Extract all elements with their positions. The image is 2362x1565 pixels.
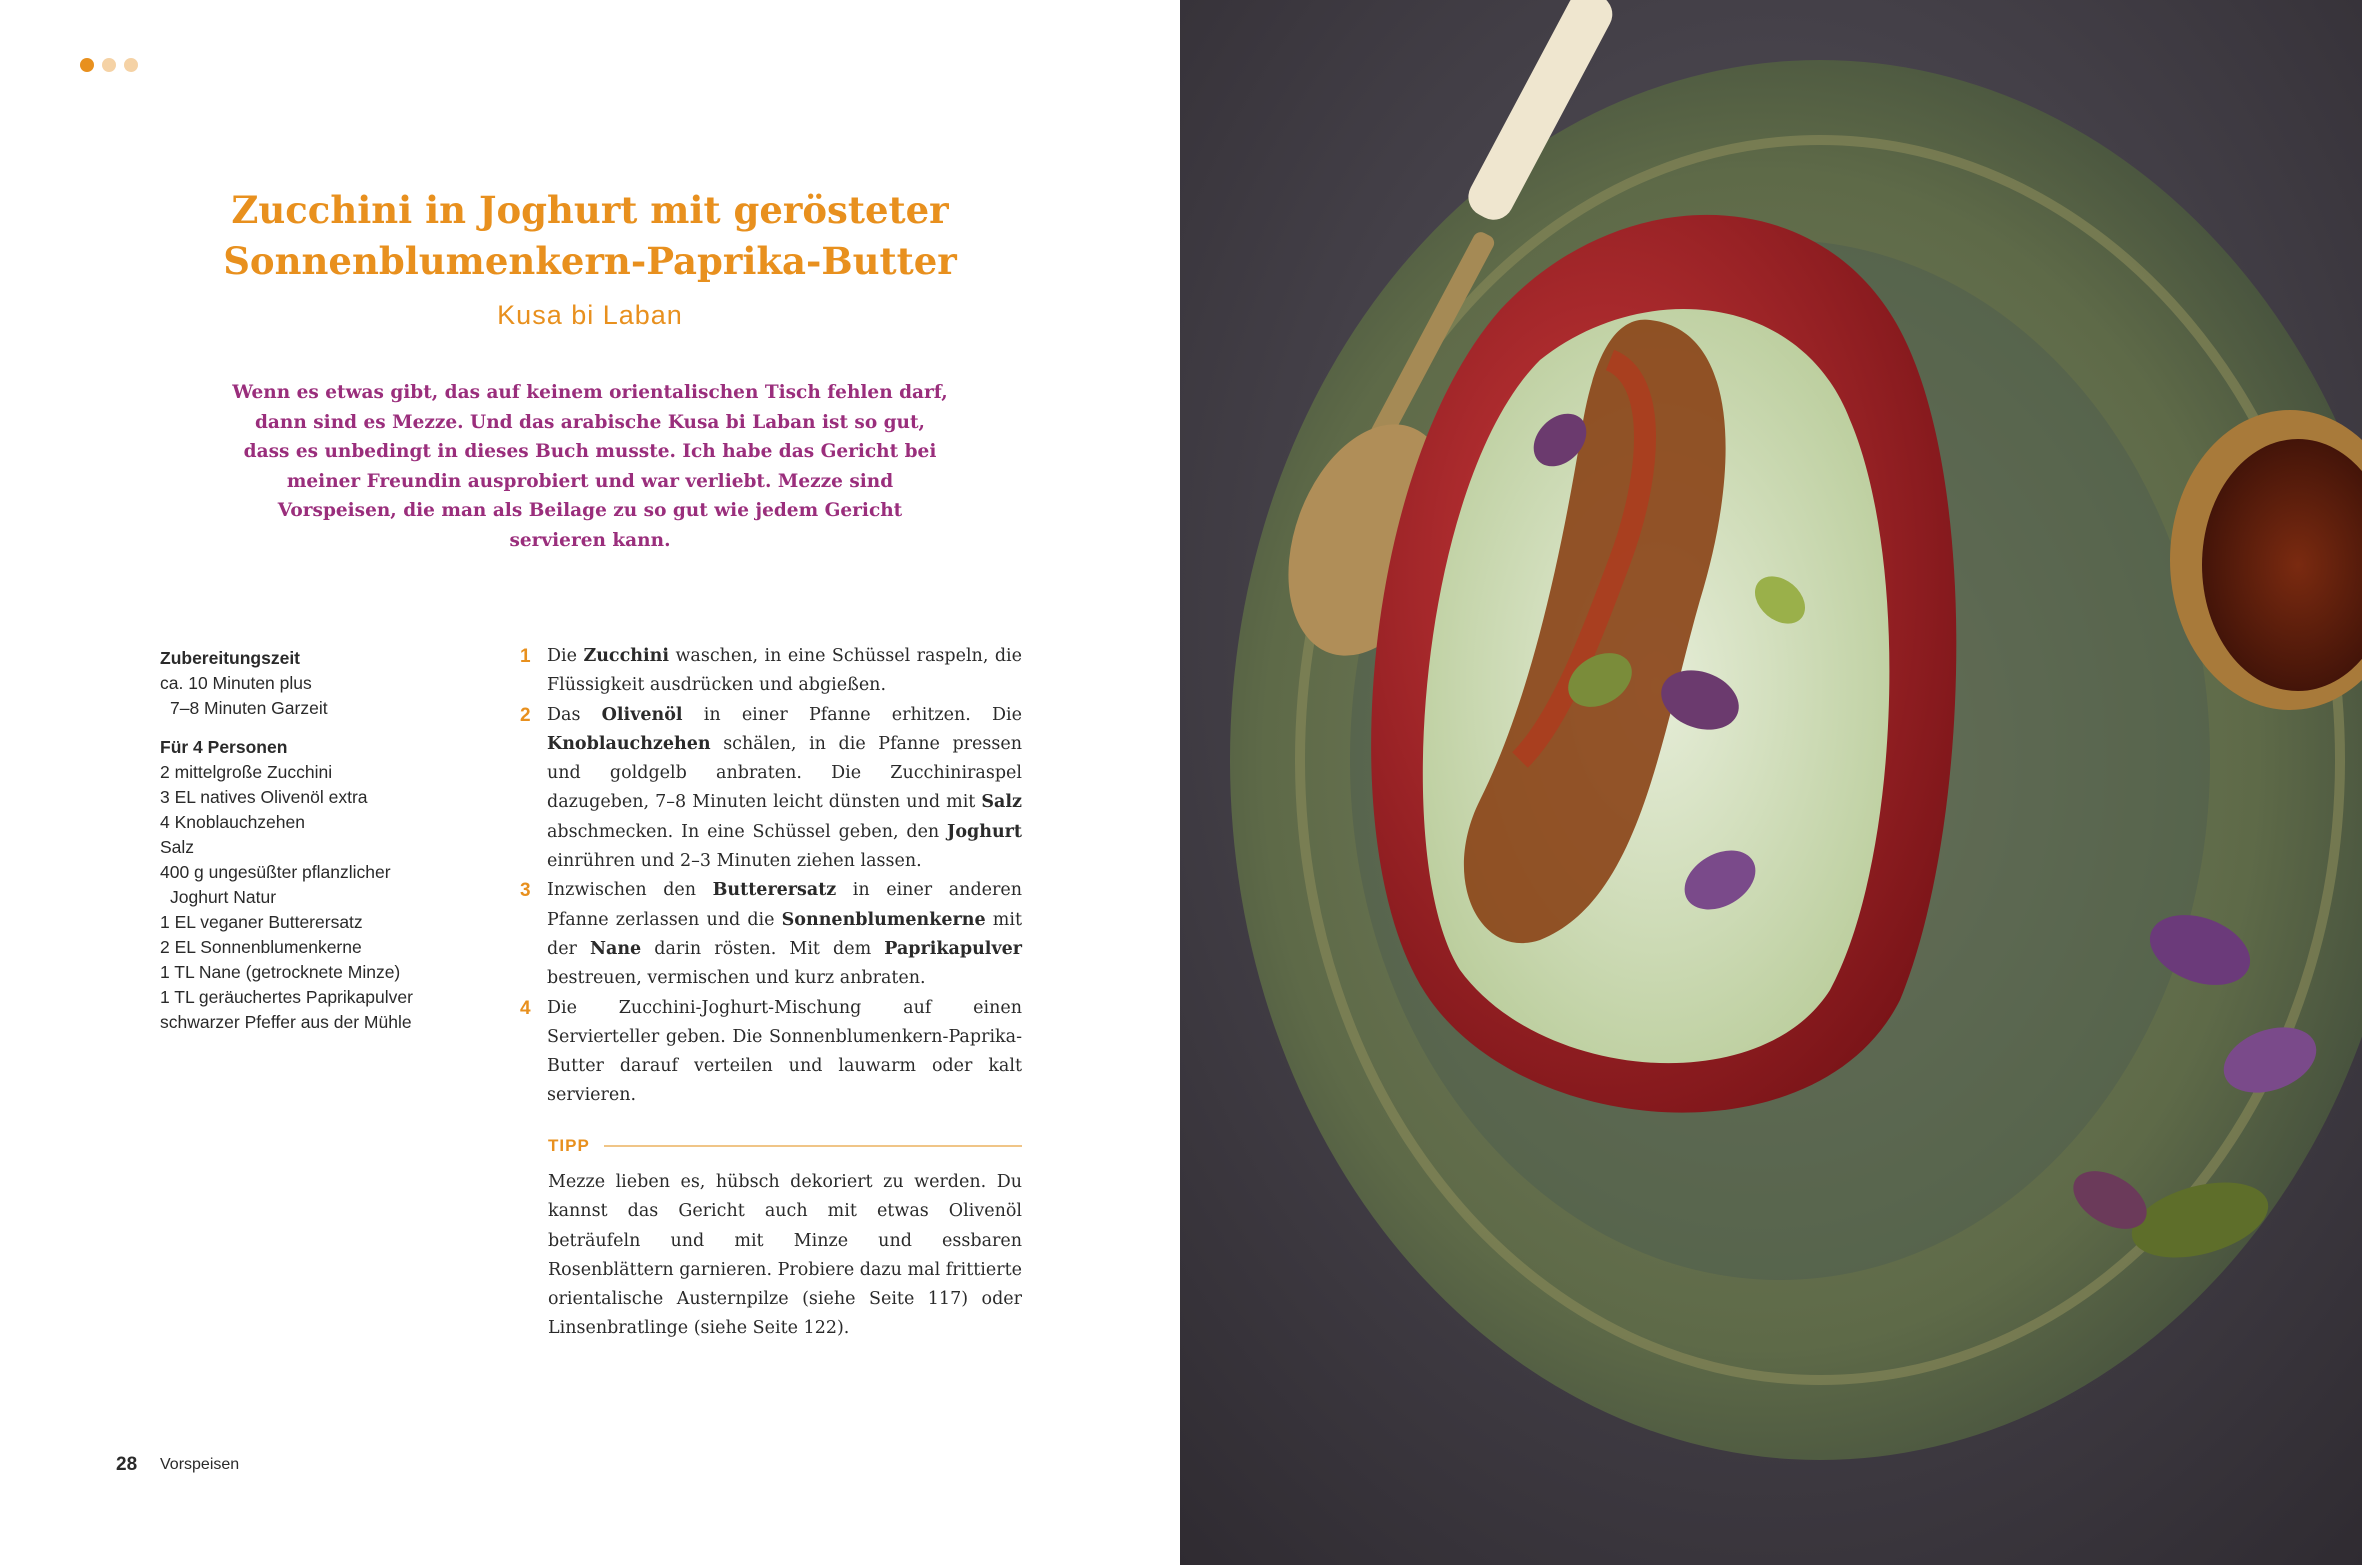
- ingredient-item: 4 Knoblauchzehen: [160, 812, 305, 832]
- servings-label: Für 4 Personen: [160, 737, 288, 757]
- instruction-step: [520, 642, 1022, 701]
- instruction-step: [520, 876, 1022, 993]
- instruction-step: [520, 994, 1022, 1111]
- ingredient-item: schwarzer Pfeffer aus der Mühle: [160, 1012, 412, 1032]
- prep-time-line: ca. 10 Minuten plus: [160, 673, 312, 693]
- recipe-meta: [160, 646, 490, 1035]
- step-text: Die Zucchini-Joghurt-Mischung auf einen Servierteller geben. Die Sonnenblumenkern-Paprika-Butter darauf verteilen und lauwarm oder kalt servieren.: [547, 997, 1022, 1106]
- section-name: Vorspeisen: [160, 1456, 240, 1473]
- ingredient-item: 2 EL Sonnenblumenkerne: [160, 937, 362, 957]
- tip-text: Mezze lieben es, hübsch dekoriert zu werden. Du kannst das Gericht auch mit etwas Olivenöl beträufeln und mit Minze und essbaren Rosenblättern garnieren. Probiere dazu mal frittierte orientalische Austernpilze (siehe Seite 117) oder Linsenbratlinge (siehe Seite 122).: [548, 1172, 1022, 1339]
- prep-time-line: 7–8 Minuten Garzeit: [170, 698, 328, 718]
- tip-divider: [604, 1145, 1022, 1147]
- page-indicator-dots: [80, 58, 138, 72]
- step-text: Inzwischen den Butterersatz in einer anderen Pfanne zerlassen und die Sonnenblumenkerne mit der Nane darin rösten. Mit dem Paprikapulver bestreuen, vermischen und kurz anbraten.: [547, 880, 1022, 989]
- step-number: 3: [520, 880, 531, 902]
- page-dot: [102, 58, 116, 72]
- ingredient-item: 2 mittelgroße Zucchini: [160, 762, 333, 782]
- ingredient-item: 1 TL Nane (getrocknete Minze): [160, 962, 401, 982]
- tip-label: TIPP: [548, 1136, 590, 1155]
- step-text: Die Zucchini waschen, in eine Schüssel raspeln, die Flüssigkeit ausdrücken und abgießen.: [547, 646, 1022, 696]
- recipe-page: [0, 0, 1180, 1565]
- page-dot: [124, 58, 138, 72]
- ingredient-list: [160, 760, 490, 1035]
- instruction-steps: [520, 642, 1022, 1111]
- food-photo: [1180, 0, 2362, 1565]
- step-number: 4: [520, 997, 531, 1019]
- ingredient-item: 400 g ungesüßter pflanzlicher: [160, 862, 391, 882]
- ingredient-item: Joghurt Natur: [170, 887, 277, 907]
- ingredient-item: Salz: [160, 837, 195, 857]
- page-number: 28: [116, 1454, 138, 1475]
- page-dot: [80, 58, 94, 72]
- prep-time-label: Zubereitungszeit: [160, 648, 301, 668]
- recipe-intro: Wenn es etwas gibt, das auf keinem orientalischen Tisch fehlen darf, dann sind es Mezze. Und das arabische Kusa bi Laban ist so gut, dass es unbedingt in dieses Buch musste. Ich habe das Gericht bei meiner Freundin ausprobiert und war verliebt. Mezze sind Vorspeisen, die man als Beilage zu so gut wie jedem Gericht servieren kann.: [232, 382, 948, 551]
- ingredient-item: 3 EL natives Olivenöl extra: [160, 787, 368, 807]
- ingredient-item: 1 TL geräuchertes Paprikapulver: [160, 987, 413, 1007]
- step-text: Das Olivenöl in einer Pfanne erhitzen. Die Knoblauchzehen schälen, in die Pfanne pressen und goldgelb anbraten. Die Zucchiniraspel dazugeben, 7–8 Minuten leicht dünsten und mit Salz abschmecken. In eine Schüssel geben, den Joghurt einrühren und 2–3 Minuten ziehen lassen.: [547, 704, 1022, 872]
- tip-box: [548, 1136, 1022, 1344]
- step-number: 2: [520, 704, 531, 726]
- recipe-title: Zucchini in Joghurt mit gerösteter Sonnenblumenkern-Paprika-Butter: [223, 188, 957, 283]
- instruction-step: [520, 701, 1022, 877]
- ingredient-item: 1 EL veganer Butterersatz: [160, 912, 363, 932]
- step-number: 1: [520, 646, 531, 667]
- recipe-subtitle: Kusa bi Laban: [497, 300, 683, 330]
